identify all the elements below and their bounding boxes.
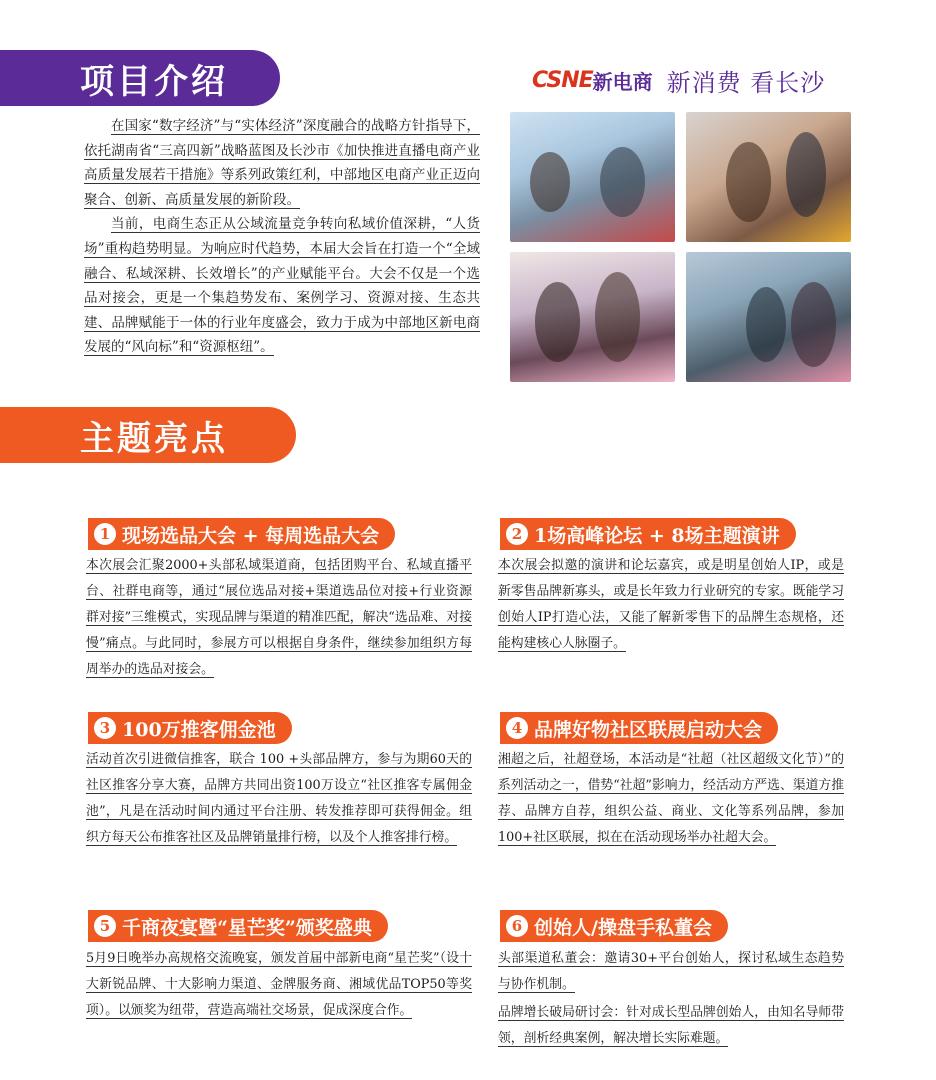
logo-brand-cn: 新电商 — [592, 69, 653, 94]
highlight-card-title — [500, 518, 796, 550]
section-banner-intro — [0, 50, 280, 106]
section-title-highlights: 主题亮点 — [80, 418, 228, 459]
event-photo — [686, 112, 851, 242]
highlight-card-title — [500, 910, 728, 942]
card-number: 5 — [94, 915, 116, 937]
highlight-card-title — [88, 518, 395, 550]
card-number: 2 — [506, 523, 528, 545]
event-photo — [686, 252, 851, 382]
highlight-card-title — [500, 712, 778, 744]
card-number: 3 — [94, 717, 116, 739]
highlight-card-body: 5月9日晚举办高规格交流晚宴，颁发首届中部新电商“星芒奖”（设十大新锐品牌、十大影响力渠道、金牌服务商、湘域优品TOP50等奖项）。以颁奖为纽带，营造高端社交场景，促成深度合作。 — [86, 951, 472, 1018]
highlight-card-body: 活动首次引进微信推客，联合 100 +头部品牌方，参与为期60天的社区推客分享大赛，品牌方共同出资100万设立“社区推客专属佣金池”，凡是在活动时间内通过平台注册、转发推荐即可获得佣金。组织方每天公布推客社区及品牌销量排行榜，以及个人推客排行榜。 — [86, 752, 472, 845]
card-title-text: 千商夜宴暨“星芒奖”颁奖盛典 — [122, 916, 372, 939]
highlight-card-body: 本次展会拟邀的演讲和论坛嘉宾，或是明星创始人IP，或是新零售品牌新寡头，或是长年致力行业研究的专家。既能学习创始人IP打造心法，又能了解新零售下的品牌生态规格，还能构建核心人脉圈子。 — [498, 558, 844, 651]
card-title-text: 现场选品大会 + 每周选品大会 — [122, 524, 380, 547]
highlight-card-body: 头部渠道私董会：邀请30+平台创始人，探讨私域生态趋势与协作机制。 品牌增长破局研讨会：针对成长型品牌创始人，由知名导师带领，剖析经典案例，解决增长实际难题。 — [498, 951, 844, 1046]
csne-logo — [532, 58, 862, 102]
card-title-text: 品牌好物社区联展启动大会 — [534, 718, 763, 741]
card-number: 1 — [94, 523, 116, 545]
intro-paragraph: 在国家“数字经济”与“实体经济”深度融合的战略方针指导下，依托湖南省“三高四新”战略蓝图及长沙市《加快推进直播电商产业高质量发展若干措施》等系列政策红利，中部地区电商产业正迈向聚合、创新、高质量发展的新阶段。 — [84, 118, 480, 208]
card-number: 6 — [506, 915, 528, 937]
card-title-text: 创始人/操盘手私董会 — [534, 916, 712, 939]
intro-text — [84, 114, 480, 360]
card-title-text: 100万推客佣金池 — [122, 718, 276, 741]
event-photo — [510, 252, 675, 382]
section-title-intro: 项目介绍 — [80, 61, 228, 102]
card-number: 4 — [506, 717, 528, 739]
logo-slogan: 新消费 看长沙 — [666, 68, 826, 97]
event-photo — [510, 112, 675, 242]
highlight-card-body: 本次展会汇聚2000+头部私域渠道商，包括团购平台、私域直播平台、社群电商等，通过“展位选品对接+渠道选品位对接+行业资源群对接”三维模式，实现品牌与渠道的精准匹配，解决“选品难、对接慢”痛点。与此同时，参展方可以根据自身条件，继续参加组织方每周举办的选品对接会。 — [86, 558, 472, 677]
highlight-card-title — [88, 712, 292, 744]
highlight-card-title — [88, 910, 388, 942]
section-banner-highlights — [0, 407, 296, 463]
logo-brand: CSNE — [532, 67, 593, 93]
highlight-card-body: 湘超之后，社超登场，本活动是“社超（社区超级文化节）”的系列活动之一，借势“社超”影响力，经活动方严选、渠道方推荐、品牌方自荐，组织公益、商业、文化等系列品牌，参加100+社区联展，拟在在活动现场举办社超大会。 — [498, 752, 844, 845]
card-title-text: 1场高峰论坛 + 8场主题演讲 — [534, 524, 780, 547]
event-photo-grid — [510, 112, 854, 384]
intro-paragraph: 当前，电商生态正从公域流量竞争转向私域价值深耕，“人货场”重构趋势明显。为响应时代趋势，本届大会旨在打造一个“全域融合、私域深耕、长效增长”的产业赋能平台。大会不仅是一个选品对接会，更是一个集趋势发布、案例学习、资源对接、生态共建、品牌赋能于一体的行业年度盛会，致力于成为中部地区新电商发展的“风向标”和“资源枢纽”。 — [84, 216, 480, 356]
